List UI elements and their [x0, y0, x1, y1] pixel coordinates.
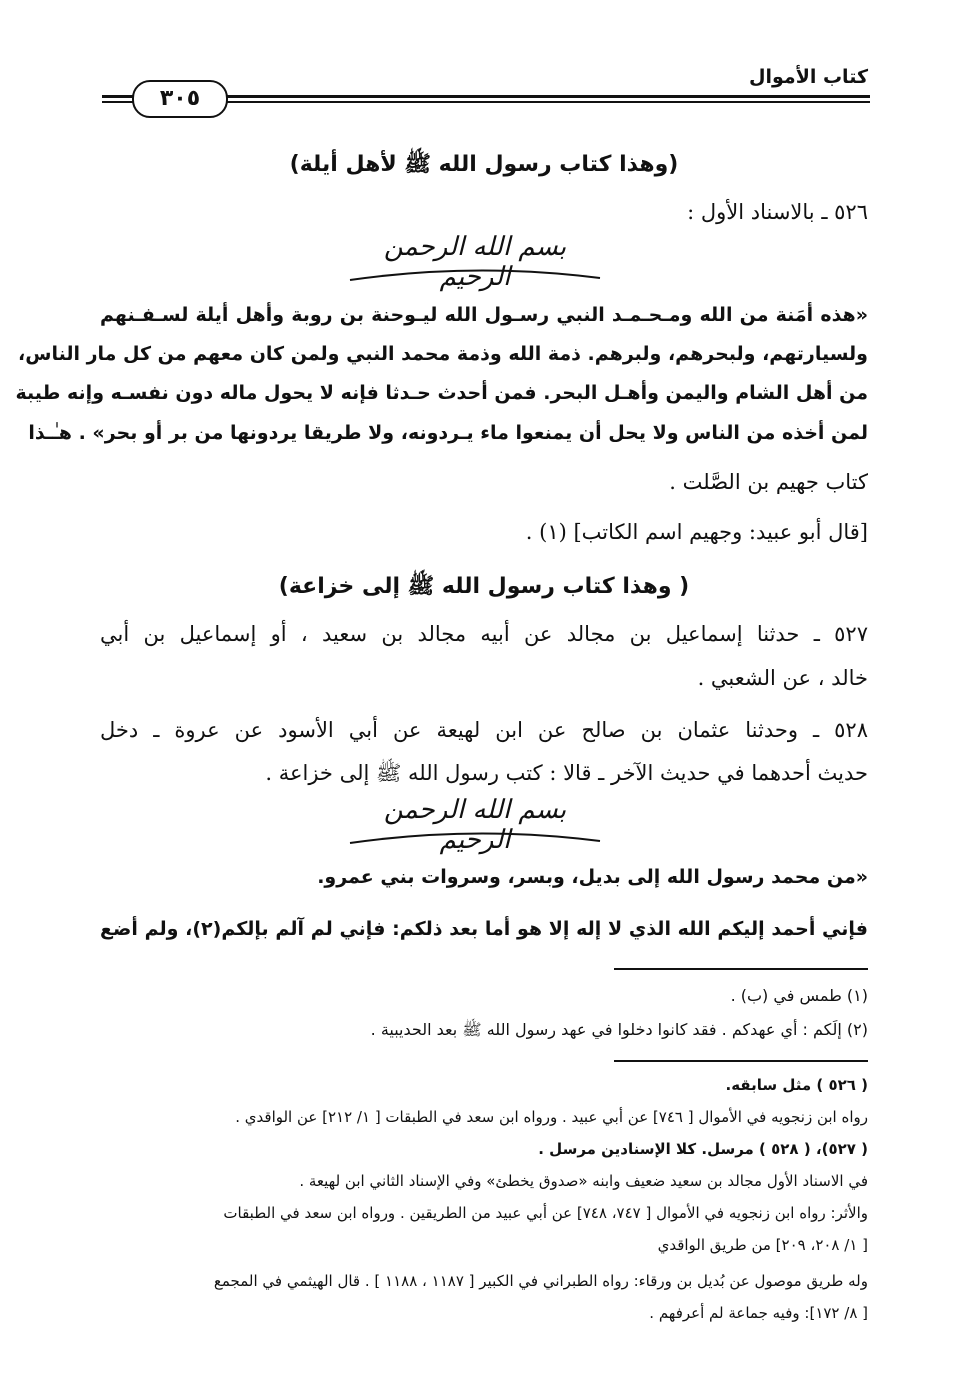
takhrij-separator	[614, 1060, 868, 1062]
hadith-527-line: خالد ، عن الشعبي .	[697, 666, 868, 690]
section-heading-ayla: (وهذا كتاب رسول الله ﷺ لأهل أيلة)	[289, 152, 679, 177]
footnote: (٢) إلَكم : أي عهدكم . فقد كانوا دخلوا في عهد رسول الله ﷺ بعد الحديبية .	[370, 1020, 868, 1039]
section-heading-khuzaa: ( وهذا كتاب رسول الله ﷺ إلى خزاعة)	[278, 574, 690, 599]
hadith-527-line: ٥٢٧ ـ حدثنا إسماعيل بن مجالد عن أبيه مجالد بن سعيد ، أو إسماعيل بن أبي	[100, 622, 868, 646]
basmala-text: بسم الله الرحمن الرحيم	[383, 232, 567, 292]
takhrij-line: ( ٥٢٧)، ( ٥٢٨ ) مرسل. كلا الإسنادين مرسل .	[538, 1140, 868, 1158]
page-number: ٣٠٥	[132, 80, 228, 118]
takhrij-line: [ ١/ ٢٠٨، ٢٠٩] من طريق الواقدي	[657, 1236, 868, 1254]
takhrij-line: رواه ابن زنجويه في الأموال [ ٧٤٦] عن أبي عبيد . ورواه ابن سعد في الطبقات [ ١/ ٢١٢] عن الواقدي .	[235, 1108, 868, 1126]
basmala-text: بسم الله الرحمن الرحيم	[383, 795, 567, 855]
text-line: من أهل الشام واليمن وأهـل البحر. فمن أحدث حـدثا فإنه لا يحول ماله دون نفسـه وإنه طيبة	[15, 382, 868, 404]
running-header-title: كتاب الأموال	[749, 66, 868, 88]
footnote: (١) طمس في (ب) .	[730, 986, 868, 1005]
text-line: «من محمد رسول الله إلى بديل، وبسر، وسروات بني عمرو.	[317, 866, 868, 888]
text-line: لمن أخذه من الناس ولا يحل أن يمنعوا ماء يـردونه، ولا طريقا يردونها من بر أو بحر» . هـٰـذا	[28, 422, 868, 444]
takhrij-line: ( ٥٢٦ ) مثل سابقه.	[725, 1076, 868, 1094]
basmala-ornament	[345, 795, 605, 855]
text-line: كتاب جهيم بن الصَّلت .	[669, 470, 868, 494]
takhrij-line: [ ٨/ ١٧٢]: وفيه جماعة لم أعرفهم .	[649, 1304, 868, 1322]
hadith-528-line: حديث أحدهما في حديث الآخر ـ قالا : كتب رسول الله ﷺ إلى خزاعة .	[265, 761, 868, 785]
hadith-528-line: ٥٢٨ ـ وحدثنا عثمان بن صالح عن ابن لهيعة عن أبي الأسود عن عروة ـ دخل	[100, 718, 868, 742]
basmala-ornament	[345, 232, 605, 292]
takhrij-line: في الاسناد الأول مجالد بن سعيد ضعيف وابنه «صدوق يخطئ» وفي الإسناد الثاني ابن لهيعة .	[299, 1172, 868, 1190]
takhrij-line: والأثر: رواه ابن زنجويه في الأموال [ ٧٤٧، ٧٤٨] عن أبي عبيد من الطريقين . ورواه ابن سعد في الطبقات	[223, 1204, 868, 1222]
takhrij-line: وله طريق موصول عن بُديل بن ورقاء: رواه الطبراني في الكبير [ ١١٨٧ ، ١١٨٨ ] . قال الهيثمي في المجمع	[213, 1272, 868, 1290]
text-line: ولسيارتهم، ولبحرهم، ولبرهم. ذمة الله وذمة محمد النبي ولمن كان معهم من كل مار الناس،	[18, 343, 868, 365]
text-line: «هذه أمَنة من الله ومـحـمـد النبي رسـول الله ليـوحنة بن روبة وأهل أيلة لسـفـنهم	[100, 304, 868, 326]
text-line: فإني أحمد إليكم الله الذي لا إله إلا هو أما بعد ذلكم: فإني لم آلم بإلكم(٢)، ولم أضع	[100, 918, 868, 940]
abu-ubaid-note: [قال أبو عبيد: وجهيم اسم الكاتب] (١) .	[525, 520, 868, 544]
footnote-separator	[614, 968, 868, 970]
hadith-526-intro: ٥٢٦ ـ بالاسناد الأول :	[687, 200, 868, 224]
